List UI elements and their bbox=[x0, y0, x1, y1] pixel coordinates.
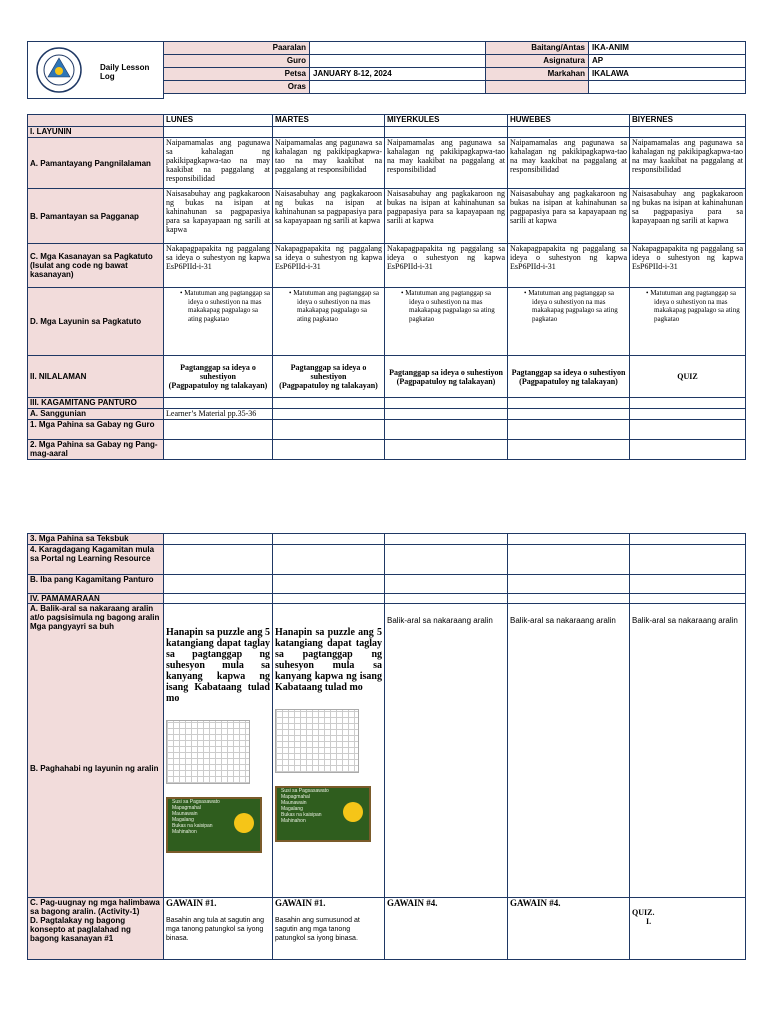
label-karagdagang: 4. Karagdagang Kagamitan mula sa Portal ng Learning Resource bbox=[28, 545, 164, 575]
cell-text: Naipamamalas ang pagunawa sa kahalagan ng pakikipagkapwa-tao na may kaakibat na paggalang at responsibilidad bbox=[630, 138, 746, 189]
lesson-log-header bbox=[27, 41, 745, 99]
label-pagtalakay: D. Pagtalakay ng bagong konsepto at paglalahad ng bagong kasanayan #1 bbox=[30, 916, 131, 943]
day-header-huwebes: HUWEBES bbox=[508, 115, 630, 127]
label-balik-aral-paghahabi bbox=[28, 604, 164, 898]
day-header-miyerkules: MIYERKULES bbox=[385, 115, 508, 127]
label-kasanayan: C. Mga Kasanayan sa Pagkatuto (Isulat ang code ng bawat kasanayan) bbox=[28, 244, 164, 288]
cell-text: Naisasabuhay ang pagkakaroon ng bukas na isipan at kahinahunan sa pagpapasiya para sa kapayapaan ng sarili at kapwa bbox=[630, 189, 746, 244]
value-asignatura: AP bbox=[589, 55, 746, 68]
label-layunin-sa-pagkatuto: D. Mga Layunin sa Pagkatuto bbox=[28, 288, 164, 356]
gawain-title: GAWAIN #1. bbox=[166, 898, 217, 908]
label-pag-uugnay-pagtalakay bbox=[28, 898, 164, 960]
objective-bullet: • Matutuman ang pagtanggap sa ideya o suhestiyon na mas makakapag pagpalago sa ating pagkatao bbox=[646, 289, 740, 323]
balik-aral-cell: Balik-aral sa nakaraang aralin bbox=[630, 604, 746, 898]
deped-seal-icon bbox=[36, 47, 82, 93]
section-pamamaraan: IV. PAMAMARAAN bbox=[28, 594, 164, 604]
label-teksbuk: 3. Mga Pahina sa Teksbuk bbox=[28, 534, 164, 545]
smiley-icon bbox=[234, 813, 254, 833]
gawain-title: GAWAIN #4. bbox=[510, 898, 561, 908]
smiley-icon bbox=[343, 802, 363, 822]
paghahabi-cell-lunes bbox=[164, 604, 273, 898]
gawain-text: Basahin ang tula at sagutin ang mga tanong patungkol sa iyong binasa. bbox=[166, 917, 265, 942]
cell-text: Naipamamalas ang pagunawa sa kahalagan ng pakikipagkapwa-tao na may kaakibat na paggalang at responsibilidad bbox=[164, 138, 273, 189]
cell-text: Naisasabuhay ang pagkakaroon ng bukas na isipan at kahinahunan sa pagpapasiya para sa kapayapaan ng sarili at kapwa bbox=[508, 189, 630, 244]
balik-aral-cell: Balik-aral sa nakaraang aralin bbox=[508, 604, 630, 898]
label-pag-uugnay: C. Pag-uugnay ng mga halimbawa sa bagong aralin. (Activity-1) bbox=[30, 898, 160, 916]
empty-cell bbox=[486, 81, 589, 94]
cell-text: Naipamamalas ang pagunawa sa kahalagan ng pakikipagkapwa-tao na may kaakibat na paggalang at responsibilidad bbox=[385, 138, 508, 189]
label-paaralan: Paaralan bbox=[164, 42, 310, 55]
nilalaman-cell: Pagtanggap sa ideya o suhestiyon (Pagpapatuloy ng talakayan) bbox=[508, 356, 630, 398]
quiz-cell-biyernes bbox=[630, 898, 746, 960]
quiz-item: I. bbox=[646, 917, 652, 926]
logo-cell bbox=[27, 41, 164, 99]
cell-text: Naisasabuhay ang pagkakaroon ng bukas na isipan at kahinahunan sa pagpapasiya para sa kapayapaan ng sarili at kapwa bbox=[164, 189, 273, 244]
value-guro bbox=[310, 55, 486, 68]
gawain-cell-huwebes bbox=[508, 898, 630, 960]
gawain-cell-miyerkules bbox=[385, 898, 508, 960]
label-pangyayari: Mga pangyayri sa buh bbox=[30, 622, 115, 631]
corner-cell bbox=[28, 115, 164, 127]
sanggunian-value: Learner’s Material pp.35-36 bbox=[164, 409, 273, 420]
label-asignatura: Asignatura bbox=[486, 55, 589, 68]
label-baitang: Baitang/Antas bbox=[486, 42, 589, 55]
gawain-text: Basahin ang sumusunod at sagutin ang mga tanong patungkol sa iyong binasa. bbox=[275, 917, 360, 942]
lesson-table-page-2 bbox=[27, 533, 746, 960]
quiz-title: QUIZ. bbox=[632, 908, 655, 917]
chalkboard-image: Susi sa Pagsasawato Mapagmahal Maunawain Magalang Bukas na kaisipan Mahinahon bbox=[275, 786, 371, 842]
nilalaman-cell: Pagtanggap sa ideya o suhestiyon (Pagpapatuloy ng talakayan) bbox=[385, 356, 508, 398]
cell-text: Nakapagpapakita ng paggalang sa ideya o suhestyon ng kapwa EsP6PIId-i-31 bbox=[273, 244, 385, 288]
section-nilalaman: II. NILALAMAN bbox=[28, 356, 164, 398]
gawain-title: GAWAIN #1. bbox=[275, 898, 326, 908]
gawain-cell-martes bbox=[273, 898, 385, 960]
label-guro: Guro bbox=[164, 55, 310, 68]
label-paghahabi: B. Paghahabi ng layunin ng aralin bbox=[30, 764, 159, 773]
cell-text: Naipamamalas ang pagunawa sa kahalagan ng pakikipagkapwa-tao na may kaakibat na paggalang at responsibilidad bbox=[273, 138, 385, 189]
chalkboard-image: Susi sa Pagsasawato Mapagmahal Maunawain Magalang Bukas na kaisipan Mahinahon bbox=[166, 797, 262, 853]
empty-cell bbox=[589, 81, 746, 94]
gawain-title: GAWAIN #4. bbox=[387, 898, 438, 908]
value-oras bbox=[310, 81, 486, 94]
nilalaman-cell: Pagtanggap sa ideya o suhestiyon (Pagpapatuloy ng talakayan) bbox=[273, 356, 385, 398]
paghahabi-cell-martes bbox=[273, 604, 385, 898]
label-iba-pang: B. Iba pang Kagamitang Panturo bbox=[28, 575, 164, 594]
cell-text: Naisasabuhay ang pagkakaroon ng bukas na isipan at kahinahunan sa pagpapasiya para sa kapayapaan ng sarili at kapwa bbox=[385, 189, 508, 244]
section-layunin: I. LAYUNIN bbox=[28, 127, 164, 138]
cell-text: Naipamamalas ang pagunawa sa kahalagan ng pakikipagkapwa-tao na may kaakibat na paggalang at responsibilidad bbox=[508, 138, 630, 189]
value-petsa: JANUARY 8-12, 2024 bbox=[310, 68, 486, 81]
cell-text: Nakapagpapakita ng paggalang sa ideya o suhestyon ng kapwa EsP6PIId-i-31 bbox=[164, 244, 273, 288]
label-balik-aral: A. Balik-aral sa nakaraang aralin at/o pagsisimula ng bagong aralin bbox=[30, 604, 160, 622]
label-pamantayan-sa-pagganap: B. Pamantayan sa Pagganap bbox=[28, 189, 164, 244]
nilalaman-cell: Pagtanggap sa ideya o suhestiyon (Pagpapatuloy ng talakayan) bbox=[164, 356, 273, 398]
lesson-table-page-1 bbox=[27, 114, 746, 460]
objective-bullet: • Matutuman ang pagtanggap sa ideya o suhestiyon na mas makakapag pagpalago sa ating pagkatao bbox=[524, 289, 618, 323]
gawain-cell-lunes bbox=[164, 898, 273, 960]
cell-text: Nakapagpapakita ng paggalang sa ideya o suhestyon ng kapwa EsP6PIId-i-31 bbox=[508, 244, 630, 288]
label-oras: Oras bbox=[164, 81, 310, 94]
label-markahan: Markahan bbox=[486, 68, 589, 81]
label-pamantayang-pangnilalaman: A. Pamantayang Pangnilalaman bbox=[28, 138, 164, 189]
label-gabay-mag-aaral: 2. Mga Pahina sa Gabay ng Pang-mag-aaral bbox=[28, 440, 164, 460]
value-paaralan bbox=[310, 42, 486, 55]
word-puzzle-image bbox=[275, 709, 359, 773]
puzzle-instruction: Hanapin sa puzzle ang 5 katangiang dapat taglay sa pagtanggap ng suhesyon mula sa kanyang kapwa ng isang Kabataang tulad mo bbox=[275, 627, 382, 693]
cell-text: Nakapagpapakita ng paggalang sa ideya o suhestyon ng kapwa EsP6PIId-i-31 bbox=[630, 244, 746, 288]
objective-bullet: • Matutuman ang pagtanggap sa ideya o suhestiyon na mas makakapag pagpalago sa ating pagkatao bbox=[401, 289, 495, 323]
label-petsa: Petsa bbox=[164, 68, 310, 81]
section-kagamitang: III. KAGAMITANG PANTURO bbox=[28, 398, 164, 409]
cell-text: Naisasabuhay ang pagkakaroon ng bukas na isipan at kahinahunan sa pagpapasiya para sa kapayapaan ng sarili at kapwa bbox=[273, 189, 385, 244]
header-title: Daily Lesson Log bbox=[100, 63, 150, 81]
day-header-lunes: LUNES bbox=[164, 115, 273, 127]
value-markahan: IKALAWA bbox=[589, 68, 746, 81]
objective-bullet: • Matutuman ang pagtanggap sa ideya o suhestiyon na mas makakapag pagpalago sa ating pagkatao bbox=[289, 289, 379, 323]
word-puzzle-image bbox=[166, 720, 250, 784]
cell-text: Nakapagpapakita ng paggalang sa ideya o suhestyon ng kapwa EsP6PIId-i-31 bbox=[385, 244, 508, 288]
day-header-biyernes: BIYERNES bbox=[630, 115, 746, 127]
value-baitang: IKA-ANIM bbox=[589, 42, 746, 55]
quiz-cell: QUIZ bbox=[630, 356, 746, 398]
label-sanggunian: A. Sanggunian bbox=[28, 409, 164, 420]
day-header-martes: MARTES bbox=[273, 115, 385, 127]
label-gabay-guro: 1. Mga Pahina sa Gabay ng Guro bbox=[28, 420, 164, 440]
puzzle-instruction: Hanapin sa puzzle ang 5 katangiang dapat taglay sa pagtanggap ng suhesyon mula sa kanyang kapwa ng isang Kabataang tulad mo bbox=[166, 627, 270, 704]
objective-bullet: • Matutuman ang pagtanggap sa ideya o suhestiyon na mas makakapag pagpalago sa ating pagkatao bbox=[180, 289, 270, 323]
balik-aral-cell: Balik-aral sa nakaraang aralin bbox=[385, 604, 508, 898]
